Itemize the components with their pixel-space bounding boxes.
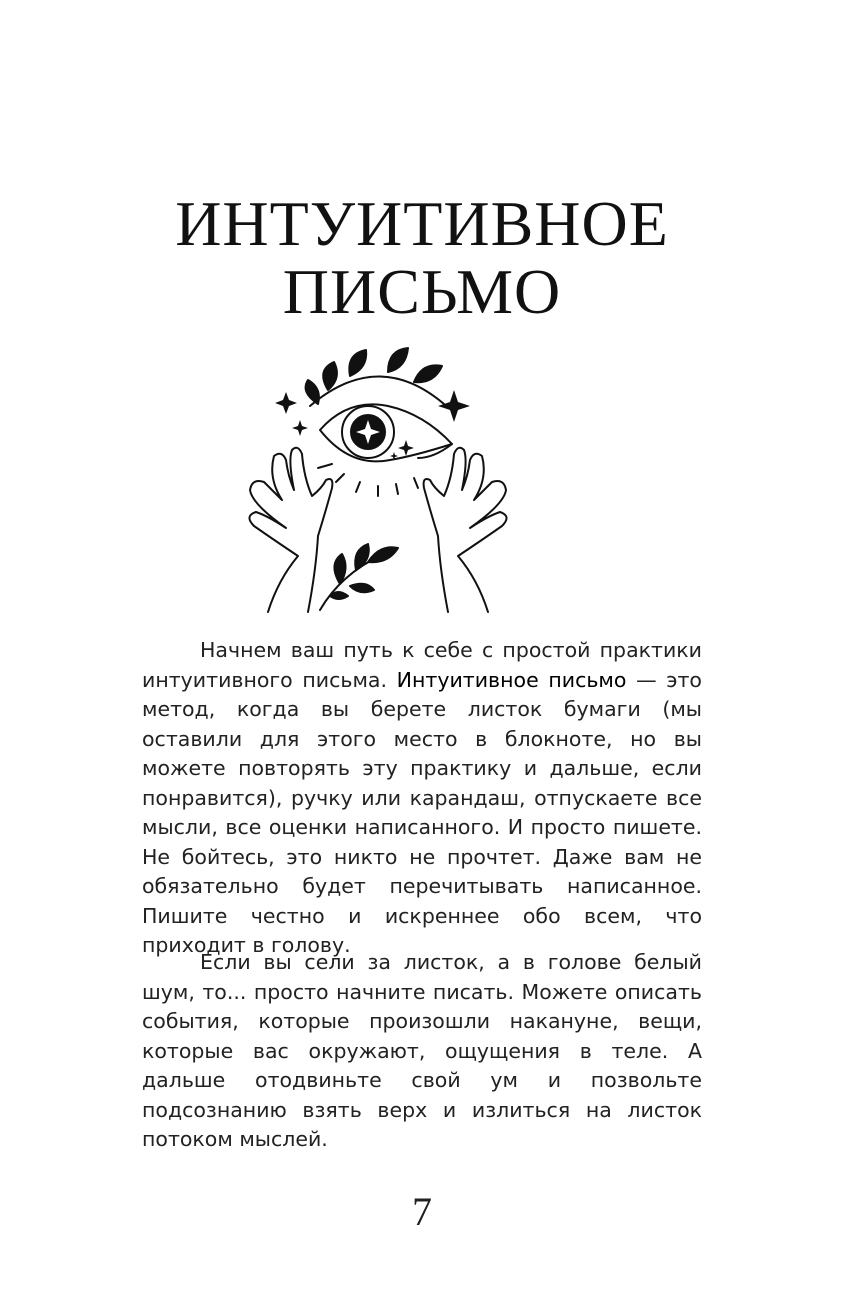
paragraph-white-noise — [142, 948, 702, 1155]
page-number: 7 — [412, 1189, 432, 1234]
sparkle-icon — [398, 440, 414, 456]
sparkle-icon — [275, 392, 297, 414]
eye-hands-leaves-icon — [238, 340, 518, 620]
left-hand — [249, 448, 332, 612]
paragraph-1-intro: Начнем ваш путь к себе с простой практики интуитивного письма. — [142, 638, 702, 692]
leaf — [349, 350, 366, 376]
leaf — [388, 348, 408, 372]
right-hand — [424, 448, 507, 612]
leaf — [323, 362, 337, 390]
page-title-line-1: ИНТУИТИВНОЕ — [175, 188, 669, 259]
sparkle-icon — [438, 390, 470, 422]
leaf — [350, 584, 374, 593]
paragraph-1-body: — это метод, когда вы берете листок бумаги (мы оставили для этого место в блокноте, но вы можете повторять эту практику и дальше, если понравится), ручку или карандаш, отпускаете все мысли, все оценки написанного. И просто пишете. Не бойтесь, это никто не прочтет. Даже вам не обязательно будет перечитывать написанное. Пишите честно и искреннее обо всем, что приходит в голову. — [142, 667, 702, 957]
leaf — [330, 592, 348, 599]
leaf — [306, 380, 319, 404]
sparkle-icon — [292, 420, 308, 436]
leaf — [355, 544, 369, 570]
paragraph-intuitive-writing — [142, 636, 702, 961]
leaf — [368, 547, 398, 562]
paragraph-2-text: Если вы сели за листок, а в голове белый шум, то... просто начните писать. Можете описать события, которые произошли накануне, вещи, которые вас окружают, ощущения в теле. А дальше отодвиньте свой ум и позвольте подсознанию взять верх и излиться на листок потоком мыслей. — [142, 950, 702, 1151]
page-title-line-2: ПИСЬМО — [282, 256, 562, 327]
key-term: Интуитивное письмо — [396, 667, 627, 692]
leaf — [414, 365, 442, 382]
